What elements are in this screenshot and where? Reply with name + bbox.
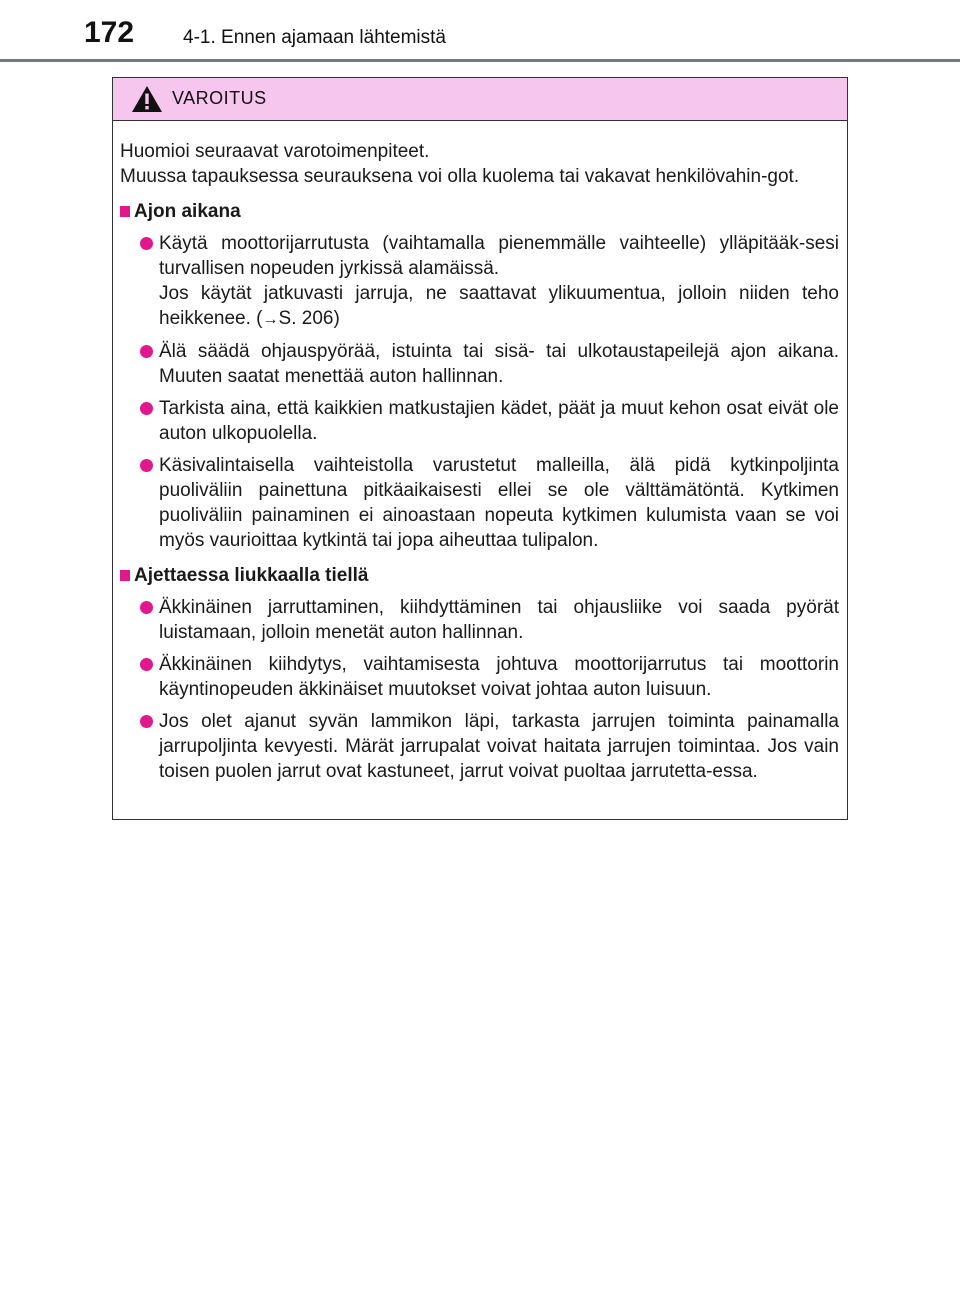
warning-header — [113, 78, 847, 121]
bullet-text-before-ref: Jos käytät jatkuvasti jarruja, ne saattavat ylikuumentua, jolloin niiden teho heikkenee. ( — [159, 283, 839, 329]
intro-line-2: Muussa tapauksessa seurauksena voi olla kuolema tai vakavat henkilövahin-got. — [120, 166, 800, 187]
warning-box — [112, 77, 848, 820]
bullet-text: Äkkinäinen jarruttaminen, kiihdyttäminen tai ohjausliike voi saada pyörät luistamaan, jolloin menetät auton hallinnan. — [159, 597, 839, 643]
subheading-slippery-road — [120, 563, 839, 588]
bullet-text: Älä säädä ohjauspyörää, istuinta tai sisä- tai ulkotaustapeilejä ajon aikana. Muuten saatat menettää auton hallinnan. — [159, 341, 839, 387]
subheading-driving — [120, 199, 839, 224]
list-item — [120, 709, 839, 784]
square-bullet-icon — [120, 570, 130, 581]
round-bullet-icon — [140, 715, 153, 728]
warning-title: VAROITUS — [172, 88, 267, 108]
subheading-label: Ajon aikana — [134, 201, 241, 222]
header-divider — [0, 59, 960, 62]
bullet-text: Tarkista aina, että kaikkien matkustajien kädet, päät ja muut kehon osat eivät ole auton ulkopuolella. — [159, 398, 839, 444]
intro-line-1: Huomioi seuraavat varotoimenpiteet. — [120, 141, 430, 162]
bullet-text-continued — [159, 281, 839, 332]
round-bullet-icon — [140, 237, 153, 250]
square-bullet-icon — [120, 206, 130, 217]
list-item — [120, 396, 839, 446]
page-number: 172 — [84, 16, 135, 49]
warning-intro — [120, 139, 839, 189]
round-bullet-icon — [140, 402, 153, 415]
page-header — [0, 0, 960, 62]
round-bullet-icon — [140, 459, 153, 472]
list-item — [120, 453, 839, 553]
bullet-text: Käytä moottorijarrutusta (vaihtamalla pienemmälle vaihteelle) ylläpitääk-sesi turvallisen nopeuden jyrkissä alamäissä. — [159, 233, 839, 279]
warning-triangle-icon — [131, 85, 163, 113]
bullet-text-after-ref: ) — [333, 308, 340, 329]
round-bullet-icon — [140, 658, 153, 671]
warning-body — [113, 121, 847, 784]
list-item — [120, 595, 839, 645]
round-bullet-icon — [140, 345, 153, 358]
list-item — [120, 231, 839, 332]
bullet-text: Äkkinäinen kiihdytys, vaihtamisesta johtuva moottorijarrutus tai moottorin käyntinopeuden äkkinäiset muutokset voivat johtaa auton luisuun. — [159, 654, 839, 700]
section-title: 4-1. Ennen ajamaan lähtemistä — [183, 27, 446, 48]
round-bullet-icon — [140, 601, 153, 614]
bullet-text: Käsivalintaisella vaihteistolla varustetut malleilla, älä pidä kytkinpoljinta puoliväliin painettuna pitkäaikaisesti ellei se ole välttämätöntä. Kytkimen puoliväliin painaminen ei ainoastaan nopeuta kytkimen kulumista vaan se voi myös vaurioittaa kytkintä tai jopa aiheuttaa tulipalon. — [159, 455, 839, 551]
list-item — [120, 339, 839, 389]
page-reference-link[interactable]: S. 206 — [278, 308, 334, 329]
bullet-text: Jos olet ajanut syvän lammikon läpi, tarkasta jarrujen toiminta painamalla jarrupoljinta kevyesti. Märät jarrupalat voivat haitata jarrujen toimintaa. Jos vain toisen puolen jarrut ovat kastuneet, jarrut voivat puoltaa jarrutetta-essa. — [159, 711, 839, 782]
arrow-right-icon: → — [262, 311, 279, 328]
subheading-label: Ajettaessa liukkaalla tiellä — [134, 565, 369, 586]
list-item — [120, 652, 839, 702]
